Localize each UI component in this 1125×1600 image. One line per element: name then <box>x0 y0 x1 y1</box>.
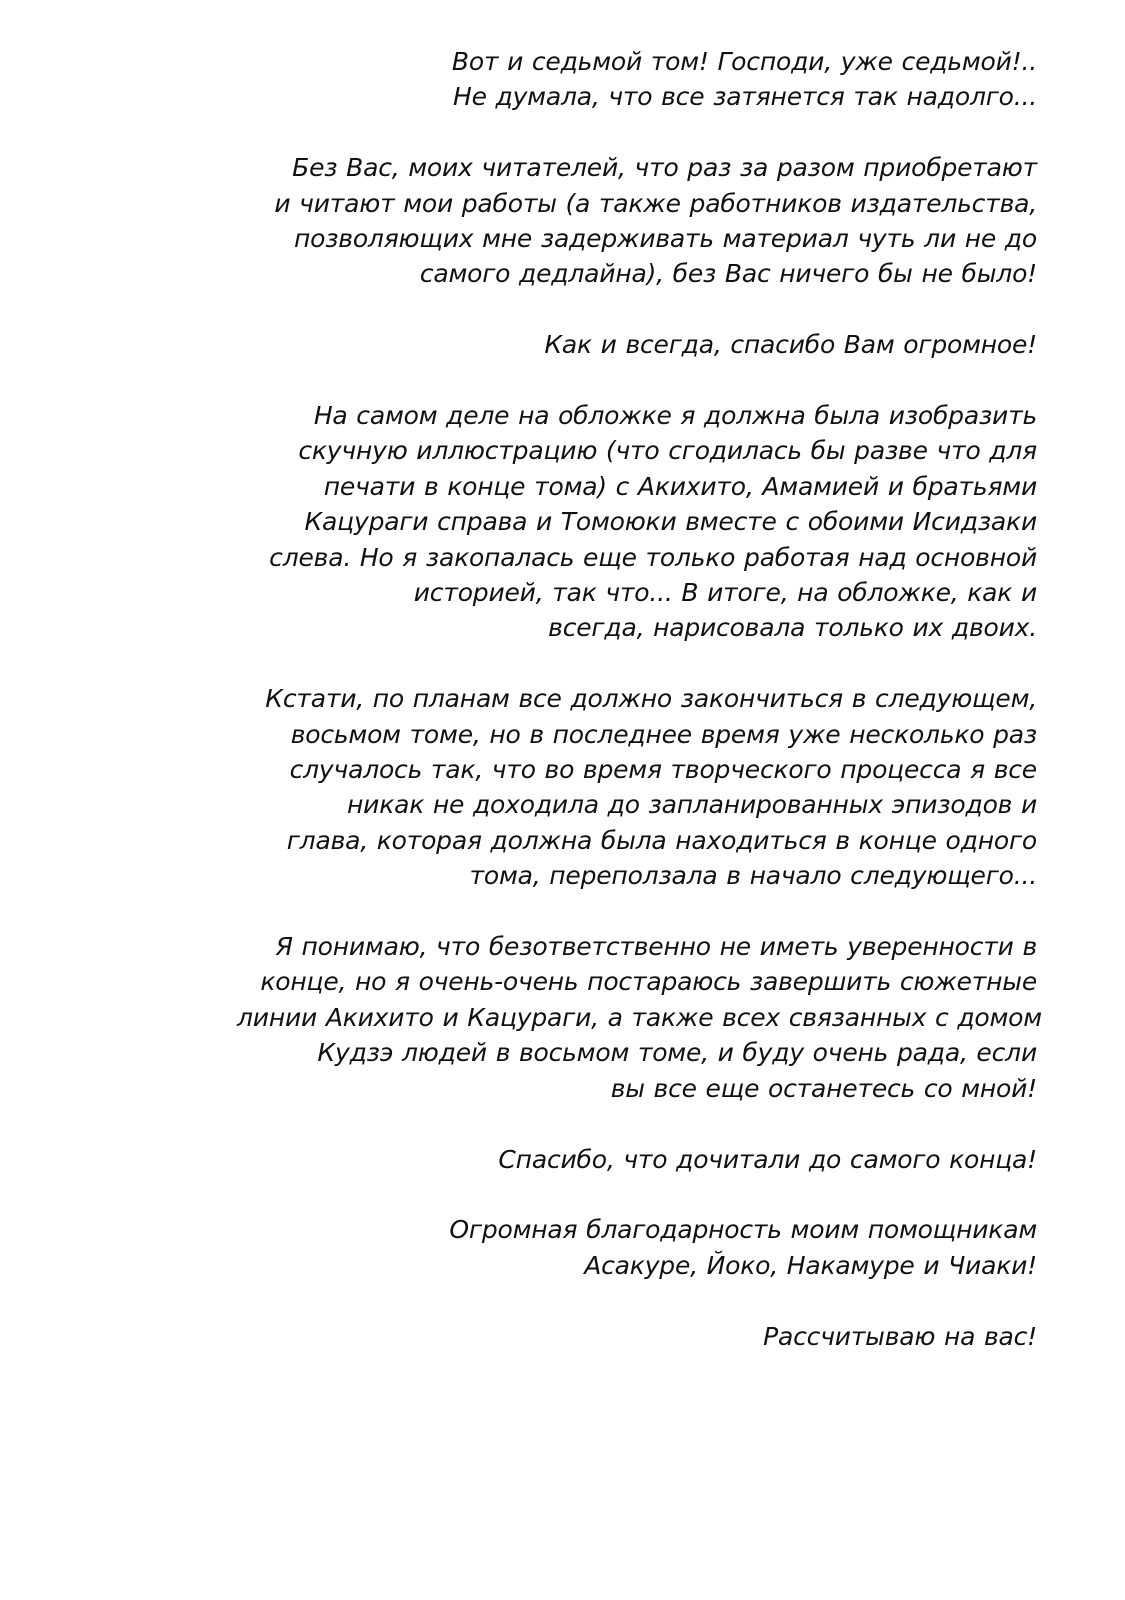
text-line: Асакуре, Йоко, Накамуре и Чиаки! <box>584 1250 1037 1280</box>
text-line: Я понимаю, что безответственно не иметь уверенности в <box>275 932 1037 962</box>
paragraph-reading-thanks <box>237 1142 1037 1177</box>
text-line: глава, которая должна была находиться в конце одного <box>286 825 1037 855</box>
paragraph-plans <box>237 681 1037 893</box>
text-line: печати в конце тома) с Акихито, Амамией и братьями <box>323 471 1037 501</box>
text-line: Без Вас, моих читателей, что раз за разом приобретают <box>292 153 1037 183</box>
text-line: вы все еще останетесь со мной! <box>610 1073 1037 1103</box>
paragraph-closing <box>237 1319 1037 1354</box>
text-line: тома, переползала в начало следующего... <box>469 861 1037 891</box>
text-line: скучную иллюстрацию (что сгодилась бы разве что для <box>298 436 1037 466</box>
paragraph-readers <box>237 150 1037 292</box>
text-line: никак не доходила до запланированных эпизодов и <box>347 790 1037 820</box>
text-line: Спасибо, что дочитали до самого конца! <box>498 1144 1037 1174</box>
text-line: самого дедлайна), без Вас ничего бы не было! <box>419 259 1037 289</box>
text-line: Рассчитываю на вас! <box>763 1321 1037 1351</box>
text-line: линии Акихито и Кацураги, а также всех связанных с домом <box>237 1002 1042 1032</box>
text-line: Кстати, по планам все должно закончиться в следующем, <box>265 684 1037 714</box>
paragraph-assistants <box>237 1212 1037 1283</box>
paragraph-cover <box>237 398 1037 646</box>
text-line: и читают мои работы (а также работников издательства, <box>274 188 1037 218</box>
text-line: На самом деле на обложке я должна была изобразить <box>313 401 1037 431</box>
text-line: всегда, нарисовала только их двоих. <box>548 613 1037 643</box>
paragraph-thanks <box>237 327 1037 362</box>
paragraph-opening <box>237 44 1037 115</box>
text-line: конце, но я очень-очень постараюсь завершить сюжетные <box>260 967 1037 997</box>
text-line: Как и всегда, спасибо Вам огромное! <box>544 330 1037 360</box>
text-line: позволяющих мне задерживать материал чуть ли не до <box>293 224 1037 254</box>
text-line: восьмом томе, но в последнее время уже несколько раз <box>290 719 1037 749</box>
text-line: историей, так что... В итоге, на обложке, как и <box>413 578 1037 608</box>
afterword-text <box>237 44 1042 1389</box>
text-line: Огромная благодарность моим помощникам <box>449 1215 1037 1245</box>
text-line: Вот и седьмой том! Господи, уже седьмой!.. <box>451 47 1037 76</box>
paragraph-promise <box>237 929 1042 1106</box>
text-line: Кудзэ людей в восьмом томе, и буду очень рада, если <box>317 1038 1037 1068</box>
text-line: слева. Но я закопалась еще только работая над основной <box>269 542 1037 572</box>
text-line: Не думала, что все затянется так надолго... <box>452 82 1037 112</box>
text-line: Кацураги справа и Томоюки вместе с обоими Исидзаки <box>304 507 1037 537</box>
text-line: случалось так, что во время творческого процесса я все <box>289 755 1037 785</box>
